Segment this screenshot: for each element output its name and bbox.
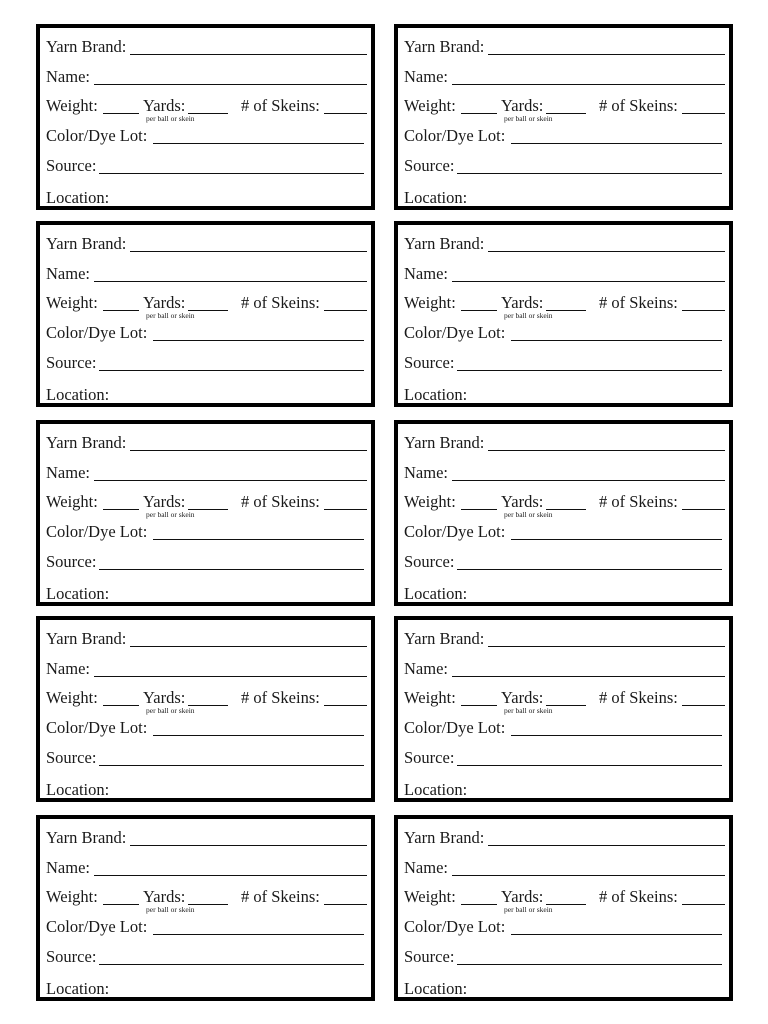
- skeins-field[interactable]: [682, 310, 725, 311]
- name-row: [404, 67, 725, 89]
- name-field[interactable]: [94, 84, 367, 85]
- name-field[interactable]: [94, 281, 367, 282]
- yards-label: Yards:: [501, 688, 544, 707]
- color-dye-lot-field[interactable]: [153, 539, 364, 540]
- yards-note: per ball or skein: [146, 510, 195, 519]
- name-field[interactable]: [452, 676, 725, 677]
- color-dye-lot-label: Color/Dye Lot:: [46, 917, 148, 936]
- yarn-brand-row: [46, 629, 367, 651]
- color-dye-lot-field[interactable]: [511, 340, 722, 341]
- source-field[interactable]: [99, 370, 364, 371]
- yards-label: Yards:: [501, 293, 544, 312]
- yarn-brand-field[interactable]: [488, 251, 725, 252]
- weight-label: Weight:: [404, 293, 456, 312]
- yarn-brand-row: [46, 37, 367, 59]
- weight-label: Weight:: [46, 492, 98, 511]
- location-row: [46, 188, 367, 210]
- yarn-brand-field[interactable]: [488, 450, 725, 451]
- yarn-brand-field[interactable]: [130, 54, 367, 55]
- weight-field[interactable]: [461, 904, 497, 905]
- yards-label: Yards:: [143, 96, 186, 115]
- skeins-field[interactable]: [682, 509, 725, 510]
- weight-yards-skeins-row: [46, 887, 367, 914]
- skeins-label: # of Skeins:: [241, 96, 320, 115]
- source-row: [404, 947, 725, 969]
- color-dye-lot-label: Color/Dye Lot:: [404, 718, 506, 737]
- name-row: [46, 264, 367, 286]
- location-label: Location:: [404, 385, 468, 404]
- yards-label: Yards:: [501, 887, 544, 906]
- yarn-label-card: [394, 616, 733, 802]
- skeins-field[interactable]: [682, 113, 725, 114]
- weight-label: Weight:: [46, 887, 98, 906]
- weight-yards-skeins-row: [404, 293, 725, 320]
- yards-note: per ball or skein: [504, 510, 553, 519]
- yarn-brand-label: Yarn Brand:: [404, 629, 485, 648]
- name-row: [46, 463, 367, 485]
- name-field[interactable]: [452, 480, 725, 481]
- skeins-field[interactable]: [324, 705, 367, 706]
- yards-note: per ball or skein: [146, 114, 195, 123]
- weight-field[interactable]: [461, 113, 497, 114]
- color-dye-lot-label: Color/Dye Lot:: [404, 126, 506, 145]
- source-field[interactable]: [457, 569, 722, 570]
- skeins-label: # of Skeins:: [241, 887, 320, 906]
- source-row: [404, 156, 725, 178]
- color-dye-lot-field[interactable]: [511, 143, 722, 144]
- yarn-brand-label: Yarn Brand:: [404, 828, 485, 847]
- yarn-brand-field[interactable]: [130, 845, 367, 846]
- source-row: [46, 748, 367, 770]
- yarn-brand-label: Yarn Brand:: [404, 37, 485, 56]
- name-label: Name:: [404, 463, 448, 482]
- yarn-brand-label: Yarn Brand:: [46, 629, 127, 648]
- yarn-label-card: [394, 420, 733, 606]
- color-dye-lot-field[interactable]: [511, 934, 722, 935]
- weight-label: Weight:: [404, 96, 456, 115]
- yarn-label-card: [394, 815, 733, 1001]
- source-label: Source:: [404, 947, 455, 966]
- name-label: Name:: [404, 67, 448, 86]
- weight-yards-skeins-row: [46, 492, 367, 519]
- location-row: [404, 584, 725, 606]
- yarn-brand-field[interactable]: [488, 646, 725, 647]
- weight-yards-skeins-row: [404, 96, 725, 123]
- name-label: Name:: [404, 659, 448, 678]
- color-dye-lot-label: Color/Dye Lot:: [404, 323, 506, 342]
- weight-label: Weight:: [46, 293, 98, 312]
- weight-field[interactable]: [103, 310, 139, 311]
- source-row: [404, 552, 725, 574]
- weight-field[interactable]: [461, 310, 497, 311]
- weight-label: Weight:: [404, 492, 456, 511]
- skeins-label: # of Skeins:: [599, 293, 678, 312]
- weight-yards-skeins-row: [46, 688, 367, 715]
- source-field[interactable]: [99, 569, 364, 570]
- location-row: [46, 385, 367, 407]
- name-row: [404, 264, 725, 286]
- yards-label: Yards:: [143, 293, 186, 312]
- weight-yards-skeins-row: [404, 688, 725, 715]
- yarn-brand-row: [404, 37, 725, 59]
- yards-note: per ball or skein: [504, 905, 553, 914]
- name-label: Name:: [46, 659, 90, 678]
- yarn-brand-row: [404, 433, 725, 455]
- skeins-label: # of Skeins:: [599, 688, 678, 707]
- color-dye-lot-label: Color/Dye Lot:: [46, 718, 148, 737]
- skeins-field[interactable]: [324, 509, 367, 510]
- yards-label: Yards:: [143, 887, 186, 906]
- name-field[interactable]: [94, 875, 367, 876]
- yards-note: per ball or skein: [146, 311, 195, 320]
- source-field[interactable]: [99, 173, 364, 174]
- location-row: [404, 780, 725, 802]
- color-dye-lot-row: [46, 917, 367, 939]
- weight-label: Weight:: [46, 688, 98, 707]
- yarn-label-card: [36, 221, 375, 407]
- color-dye-lot-label: Color/Dye Lot:: [404, 917, 506, 936]
- location-label: Location:: [404, 780, 468, 799]
- skeins-label: # of Skeins:: [599, 887, 678, 906]
- name-label: Name:: [46, 463, 90, 482]
- source-row: [404, 748, 725, 770]
- color-dye-lot-row: [404, 718, 725, 740]
- source-row: [46, 156, 367, 178]
- weight-label: Weight:: [46, 96, 98, 115]
- yarn-brand-row: [46, 234, 367, 256]
- weight-yards-skeins-row: [46, 293, 367, 320]
- color-dye-lot-field[interactable]: [511, 539, 722, 540]
- name-field[interactable]: [94, 480, 367, 481]
- name-field[interactable]: [452, 875, 725, 876]
- source-label: Source:: [46, 748, 97, 767]
- source-label: Source:: [404, 552, 455, 571]
- yarn-brand-row: [404, 828, 725, 850]
- color-dye-lot-label: Color/Dye Lot:: [46, 323, 148, 342]
- color-dye-lot-row: [404, 917, 725, 939]
- yarn-brand-label: Yarn Brand:: [46, 828, 127, 847]
- source-label: Source:: [46, 552, 97, 571]
- name-row: [46, 858, 367, 880]
- source-row: [404, 353, 725, 375]
- source-field[interactable]: [457, 765, 722, 766]
- yards-label: Yards:: [501, 96, 544, 115]
- location-row: [404, 979, 725, 1001]
- skeins-field[interactable]: [682, 904, 725, 905]
- yarn-brand-field[interactable]: [130, 450, 367, 451]
- yarn-brand-row: [46, 433, 367, 455]
- name-row: [404, 858, 725, 880]
- yarn-label-card: [36, 420, 375, 606]
- source-row: [46, 947, 367, 969]
- weight-label: Weight:: [404, 887, 456, 906]
- yarn-label-card: [36, 616, 375, 802]
- weight-yards-skeins-row: [404, 492, 725, 519]
- source-field[interactable]: [99, 964, 364, 965]
- color-dye-lot-row: [404, 126, 725, 148]
- skeins-label: # of Skeins:: [241, 492, 320, 511]
- yards-label: Yards:: [143, 688, 186, 707]
- yarn-brand-field[interactable]: [130, 251, 367, 252]
- source-field[interactable]: [457, 370, 722, 371]
- name-label: Name:: [404, 264, 448, 283]
- yards-note: per ball or skein: [504, 114, 553, 123]
- source-field[interactable]: [457, 964, 722, 965]
- source-label: Source:: [46, 353, 97, 372]
- skeins-field[interactable]: [324, 310, 367, 311]
- source-field[interactable]: [457, 173, 722, 174]
- source-row: [46, 353, 367, 375]
- yarn-brand-field[interactable]: [488, 845, 725, 846]
- location-row: [46, 584, 367, 606]
- color-dye-lot-row: [46, 522, 367, 544]
- yarn-brand-label: Yarn Brand:: [404, 433, 485, 452]
- weight-yards-skeins-row: [46, 96, 367, 123]
- name-label: Name:: [46, 858, 90, 877]
- name-row: [46, 67, 367, 89]
- weight-field[interactable]: [103, 705, 139, 706]
- yarn-label-card: [36, 815, 375, 1001]
- source-label: Source:: [46, 156, 97, 175]
- location-label: Location:: [46, 188, 110, 207]
- weight-field[interactable]: [103, 509, 139, 510]
- source-label: Source:: [404, 353, 455, 372]
- yarn-label-card: [394, 24, 733, 210]
- yarn-brand-row: [404, 629, 725, 651]
- location-label: Location:: [404, 584, 468, 603]
- skeins-label: # of Skeins:: [599, 96, 678, 115]
- color-dye-lot-row: [404, 522, 725, 544]
- source-field[interactable]: [99, 765, 364, 766]
- skeins-field[interactable]: [682, 705, 725, 706]
- location-label: Location:: [46, 780, 110, 799]
- weight-label: Weight:: [404, 688, 456, 707]
- name-row: [404, 659, 725, 681]
- weight-field[interactable]: [461, 705, 497, 706]
- yards-label: Yards:: [143, 492, 186, 511]
- yarn-label-card: [394, 221, 733, 407]
- color-dye-lot-field[interactable]: [511, 735, 722, 736]
- source-label: Source:: [46, 947, 97, 966]
- location-label: Location:: [46, 584, 110, 603]
- yarn-brand-row: [46, 828, 367, 850]
- source-label: Source:: [404, 156, 455, 175]
- color-dye-lot-label: Color/Dye Lot:: [46, 522, 148, 541]
- name-label: Name:: [46, 67, 90, 86]
- color-dye-lot-label: Color/Dye Lot:: [46, 126, 148, 145]
- name-field[interactable]: [452, 281, 725, 282]
- yarn-brand-row: [404, 234, 725, 256]
- location-label: Location:: [46, 385, 110, 404]
- skeins-field[interactable]: [324, 904, 367, 905]
- source-label: Source:: [404, 748, 455, 767]
- color-dye-lot-row: [46, 126, 367, 148]
- name-field[interactable]: [452, 84, 725, 85]
- yarn-brand-field[interactable]: [488, 54, 725, 55]
- color-dye-lot-row: [404, 323, 725, 345]
- location-row: [46, 780, 367, 802]
- location-label: Location:: [404, 188, 468, 207]
- weight-field[interactable]: [103, 113, 139, 114]
- color-dye-lot-field[interactable]: [153, 143, 364, 144]
- yarn-brand-label: Yarn Brand:: [404, 234, 485, 253]
- location-label: Location:: [404, 979, 468, 998]
- weight-field[interactable]: [103, 904, 139, 905]
- color-dye-lot-label: Color/Dye Lot:: [404, 522, 506, 541]
- source-row: [46, 552, 367, 574]
- yarn-brand-label: Yarn Brand:: [46, 433, 127, 452]
- skeins-label: # of Skeins:: [241, 688, 320, 707]
- weight-field[interactable]: [461, 509, 497, 510]
- location-label: Location:: [46, 979, 110, 998]
- yarn-brand-label: Yarn Brand:: [46, 37, 127, 56]
- color-dye-lot-field[interactable]: [153, 934, 364, 935]
- color-dye-lot-row: [46, 323, 367, 345]
- yards-note: per ball or skein: [146, 905, 195, 914]
- name-field[interactable]: [94, 676, 367, 677]
- skeins-label: # of Skeins:: [599, 492, 678, 511]
- yards-note: per ball or skein: [504, 706, 553, 715]
- skeins-label: # of Skeins:: [241, 293, 320, 312]
- yarn-brand-label: Yarn Brand:: [46, 234, 127, 253]
- name-row: [404, 463, 725, 485]
- color-dye-lot-field[interactable]: [153, 340, 364, 341]
- yards-label: Yards:: [501, 492, 544, 511]
- color-dye-lot-field[interactable]: [153, 735, 364, 736]
- yards-note: per ball or skein: [146, 706, 195, 715]
- yarn-label-card: [36, 24, 375, 210]
- location-row: [404, 188, 725, 210]
- yarn-brand-field[interactable]: [130, 646, 367, 647]
- weight-yards-skeins-row: [404, 887, 725, 914]
- skeins-field[interactable]: [324, 113, 367, 114]
- name-row: [46, 659, 367, 681]
- color-dye-lot-row: [46, 718, 367, 740]
- name-label: Name:: [46, 264, 90, 283]
- location-row: [46, 979, 367, 1001]
- yards-note: per ball or skein: [504, 311, 553, 320]
- location-row: [404, 385, 725, 407]
- name-label: Name:: [404, 858, 448, 877]
